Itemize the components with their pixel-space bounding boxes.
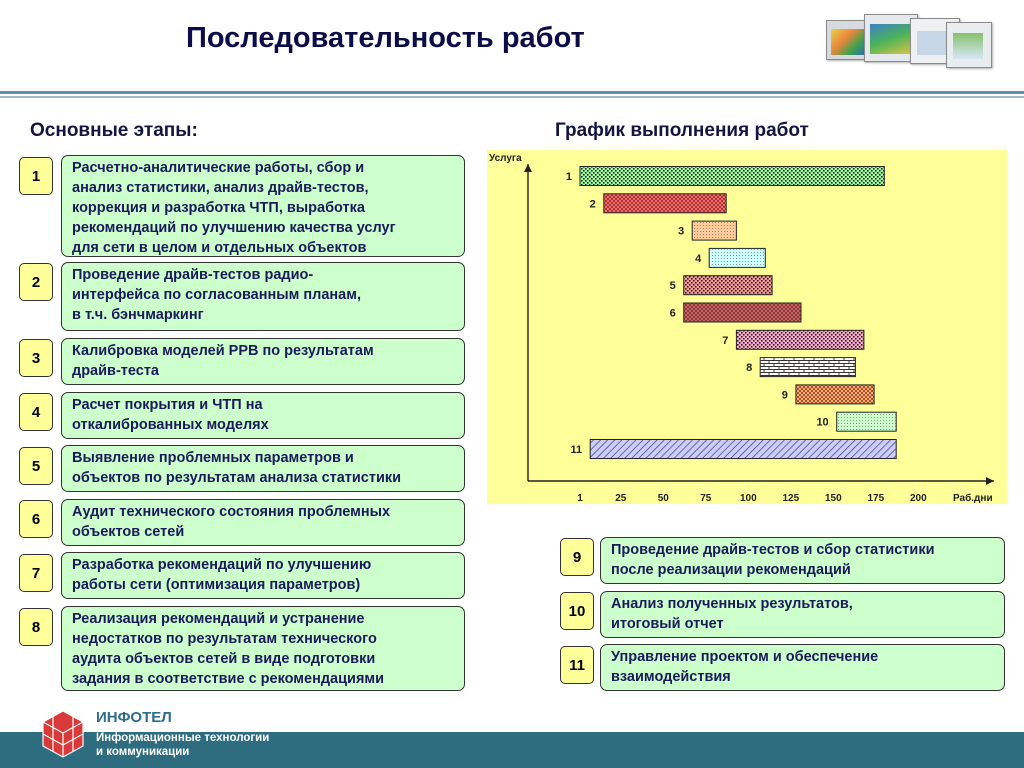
gantt-task-label: 7 [722,334,729,347]
step-10-number: 10 [560,592,594,630]
x-tick-label: 25 [615,493,627,504]
y-axis-arrow [524,164,532,172]
step-1-number: 1 [19,157,53,195]
gantt-bar-pattern [736,330,864,349]
x-tick-label: 100 [739,493,757,504]
step-3-text: Калибровка моделей РРВ по результатам драйв-теста [61,338,465,385]
step-9-number: 9 [560,538,594,576]
gantt-task-label: 5 [669,280,676,293]
screenshot-thumb [946,22,992,68]
step-6-text: Аудит технического состояния проблемных объектов сетей [61,499,465,546]
step-2-number: 2 [19,263,53,301]
header-screenshots-image [826,14,992,72]
step-1-text: Расчетно-аналитические работы, сбор и анализ статистики, анализ драйв-тестов, коррекция и разработка ЧТП, выработка рекомендаций по улучшению качества услуг для сети в целом и отдельных объектов [61,155,465,257]
brand-tagline: Информационные технологии и коммуникации [96,732,270,758]
gantt-task-label: 8 [746,362,753,375]
gantt-task-label: 9 [781,389,788,402]
step-5-number: 5 [19,447,53,485]
x-tick-label: 150 [824,493,842,504]
step-11-number: 11 [560,646,594,684]
gantt-bar-pattern [796,385,874,404]
page-title: Последовательность работ [186,22,585,54]
x-axis-label: Раб.дни [953,493,993,504]
gantt-bar-pattern [580,167,884,186]
gantt-task-label: 4 [695,252,702,265]
x-axis-arrow [986,477,994,485]
gantt-bar-pattern [590,440,896,459]
step-7-number: 7 [19,554,53,592]
schedule-heading: График выполнения работ [555,120,809,141]
step-7-text: Разработка рекомендаций по улучшению работы сети (оптимизация параметров) [61,552,465,599]
x-tick-label: 75 [700,493,712,504]
gantt-task-label: 3 [678,225,685,238]
x-tick-label: 200 [909,493,927,504]
gantt-task-label: 2 [589,198,596,211]
gantt-bar-pattern [684,276,772,295]
step-8-text: Реализация рекомендаций и устранение недостатков по результатам технического аудита объектов сетей в виде подготовки задания в соответствие с рекомендациями [61,606,465,691]
infotel-logo-icon [38,709,88,759]
x-tick-label: 175 [867,493,885,504]
step-6-number: 6 [19,500,53,538]
brand-name: ИНФОТЕЛ [96,709,172,726]
x-tick-label: 125 [782,493,800,504]
gantt-bar-pattern [684,303,801,322]
step-10-text: Анализ полученных результатов, итоговый отчет [600,591,1005,638]
x-tick-label: 50 [657,493,669,504]
gantt-bar-pattern [709,248,765,267]
header-divider-thin [0,96,1024,98]
header-divider [0,91,1024,94]
gantt-task-label: 11 [570,444,583,456]
step-9-text: Проведение драйв-тестов и сбор статистики после реализации рекомендаций [600,537,1005,584]
y-axis-label: Услуга [489,153,522,164]
step-4-number: 4 [19,393,53,431]
gantt-chart [487,150,1007,504]
step-4-text: Расчет покрытия и ЧТП на откалиброванных моделях [61,392,465,439]
gantt-bar-pattern [604,194,726,213]
step-11-text: Управление проектом и обеспечение взаимодействия [600,644,1005,691]
step-3-number: 3 [19,339,53,377]
step-8-number: 8 [19,608,53,646]
gantt-task-label: 1 [565,171,572,183]
gantt-task-label: 10 [816,416,829,429]
gantt-bar-pattern [837,412,897,431]
gantt-bar-pattern [760,358,855,377]
step-5-text: Выявление проблемных параметров и объектов по результатам анализа статистики [61,445,465,492]
step-2-text: Проведение драйв-тестов радио- интерфейса по согласованным планам, в т.ч. бэнчмаркинг [61,262,465,331]
stages-heading: Основные этапы: [30,120,198,141]
x-tick-label: 1 [577,493,583,504]
gantt-task-label: 6 [669,307,676,320]
gantt-bar-pattern [692,221,736,240]
